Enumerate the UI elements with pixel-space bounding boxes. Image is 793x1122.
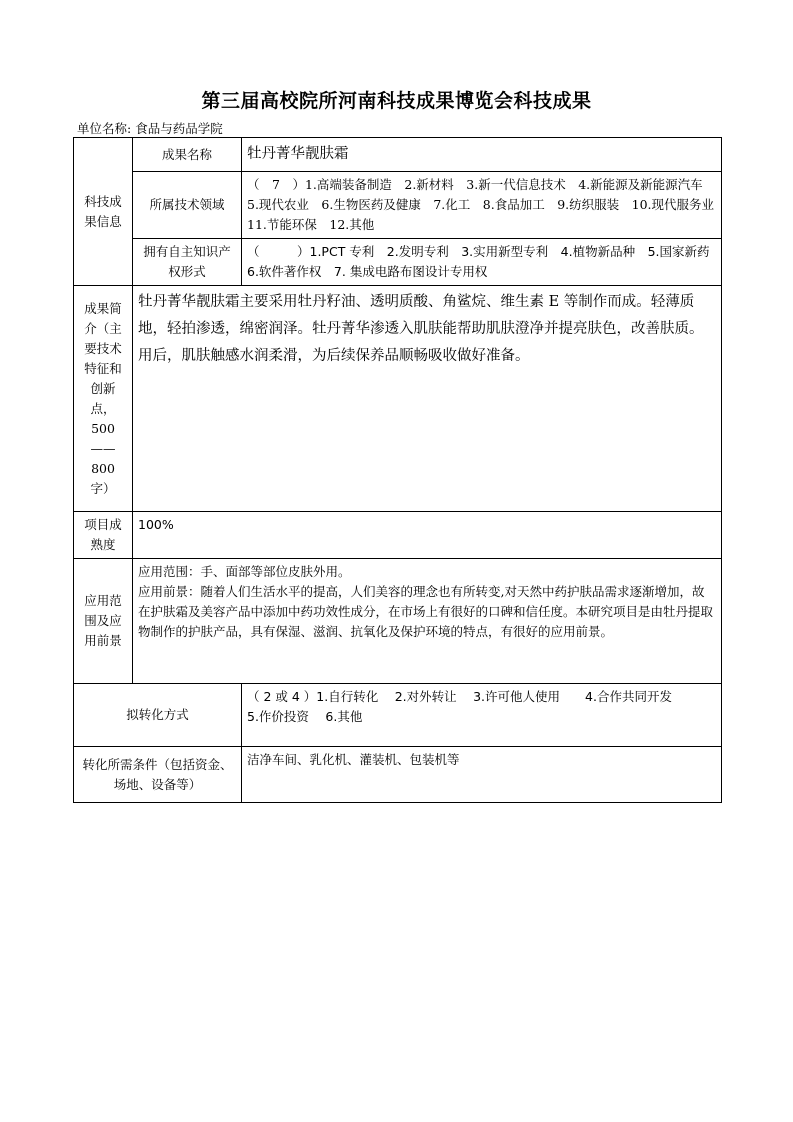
transfer-row [74,684,722,747]
field-row [74,172,722,239]
maturity-label: 项目成熟度 [74,512,133,559]
document-title: 第三届高校院所河南科技成果博览会科技成果 [201,90,592,112]
unit-value: 食品与药品学院 [135,121,223,136]
transfer-line-2: 5.作价投资 6.其他 [247,709,363,724]
name-row [74,138,722,172]
application-label: 应用范围及应用前景 [74,559,133,684]
application-prospect: 应用前景：随着人们生活水平的提高，人们美容的理念也有所转变,对天然中药护肤品需求逐渐增加，故在护肤霜及美容产品中添加中药功效性成分，在市场上有很好的口碑和信任度。本研究项目是由牡丹提取物制作的护肤产品，具有保湿、滋润、抗氧化及保护环境的特点，有很好的应用前景。 [138,584,714,639]
application-scope: 应用范围：手、面部等部位皮肤外用。 [138,564,351,579]
conditions-label: 转化所需条件（包括资金、场地、设备等） [74,747,242,803]
application-row [74,559,722,684]
conditions-value: 洁净车间、乳化机、灌装机、包装机等 [242,747,722,803]
maturity-row [74,512,722,559]
unit-label: 单位名称: [77,121,132,136]
achievement-form-table [73,137,727,803]
ip-row [74,239,722,286]
ip-value: （ ）1.PCT 专利 2.发明专利 3.实用新型专利 4.植物新品种 5.国家新药 6.软件著作权 7. 集成电路布图设计专用权 [242,239,722,286]
ip-label: 拥有自主知识产权形式 [133,239,242,286]
unit-line [77,119,223,137]
summary-label: 成果简介（主要技术特征和创新点，500——800字） [74,286,133,512]
transfer-line-1: （ 2 或 4 ）1.自行转化 2.对外转让 3.许可他人使用 4.合作共同开发 [247,689,672,704]
maturity-value: 100% [133,512,722,559]
field-value: （ 7 ）1.高端装备制造 2.新材料 3.新一代信息技术 4.新能源及新能源汽车 5.现代农业 6.生物医药及健康 7.化工 8.食品加工 9.纺织服装 10.现代服务业 11.节能环保 12.其他 [242,172,722,239]
field-label: 所属技术领域 [133,172,242,239]
summary-text: 牡丹菁华靓肤霜主要采用牡丹籽油、透明质酸、角鲨烷、维生素 E 等制作而成。轻薄质地，轻拍渗透，绵密润泽。牡丹菁华渗透入肌肤能帮助肌肤澄净并提亮肤色，改善肤质。用后，肌肤触感水润柔滑，为后续保养品顺畅吸收做好准备。 [133,286,722,512]
name-label: 成果名称 [133,138,242,172]
conditions-row [74,747,722,803]
transfer-options [242,684,722,747]
name-value: 牡丹菁华靓肤霜 [242,138,722,172]
tech-info-label: 科技成果信息 [74,138,133,286]
application-text [133,559,722,684]
transfer-label: 拟转化方式 [74,684,242,747]
summary-row [74,286,722,512]
